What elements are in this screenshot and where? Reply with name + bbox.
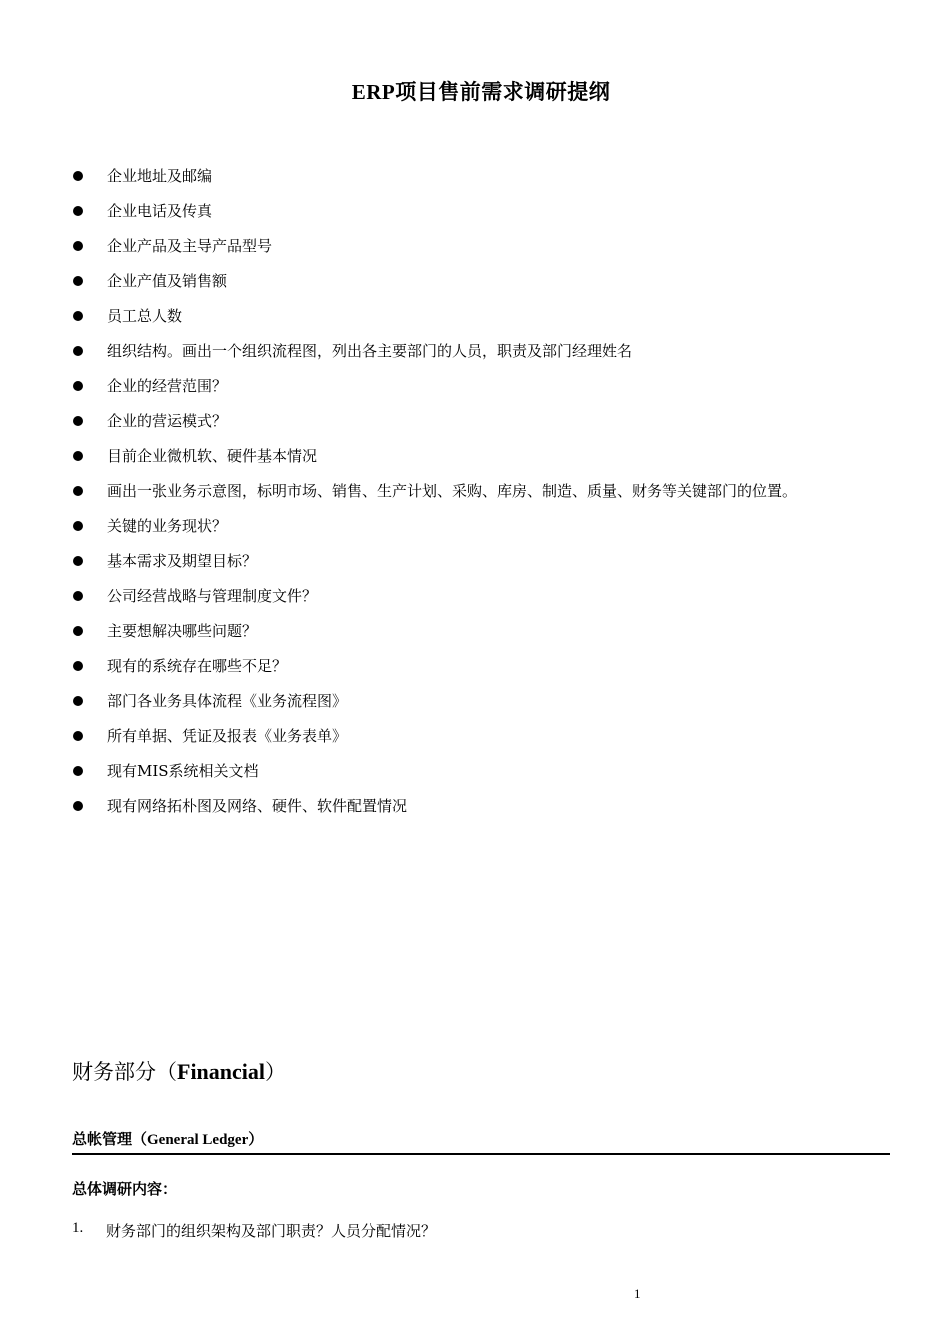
bullet-icon: [73, 591, 83, 601]
bullet-icon: [73, 276, 83, 286]
numbered-item-number: 1.: [72, 1220, 84, 1236]
subsection-heading-cn: 总帐管理（: [72, 1130, 148, 1148]
list-item: [72, 683, 797, 718]
subsection-heading-close: ）: [248, 1130, 264, 1148]
list-item: [72, 753, 797, 788]
bullet-icon: [73, 801, 83, 811]
list-item-text: 公司经营战略与管理制度文件？: [107, 587, 318, 605]
survey-bullet-list: [72, 158, 797, 823]
section-heading-financial: [72, 1056, 286, 1086]
bullet-icon: [73, 626, 83, 636]
section-heading-close: ）: [265, 1060, 287, 1084]
list-item: [72, 158, 797, 193]
list-item-text: 组织结构。画出一个组织流程图，列出各主要部门的人员，职责及部门经理姓名: [107, 342, 633, 360]
list-item: [72, 228, 797, 263]
list-item-text: 企业产值及销售额: [107, 272, 228, 290]
bullet-icon: [73, 241, 83, 251]
list-item-text: 主要想解决哪些问题？: [107, 622, 258, 640]
overall-survey-label: 总体调研内容：: [72, 1180, 178, 1198]
bullet-icon: [73, 346, 83, 356]
list-item-text: 现有MIS系统相关文档: [107, 762, 259, 780]
list-item-text: 现有的系统存在哪些不足？: [107, 657, 288, 675]
list-item: [72, 613, 797, 648]
list-item-text: 画出一张业务示意图，标明市场、销售、生产计划、采购、库房、制造、质量、财务等关键部门的位置。: [107, 482, 798, 500]
list-item-text: 企业地址及邮编: [107, 167, 213, 185]
list-item-text: 员工总人数: [107, 307, 183, 325]
list-item-text: 部门各业务具体流程《业务流程图》: [107, 692, 348, 710]
list-item: [72, 333, 797, 368]
bullet-icon: [73, 731, 83, 741]
list-item-text: 基本需求及期望目标？: [107, 552, 258, 570]
list-item: [72, 263, 797, 298]
bullet-icon: [73, 696, 83, 706]
list-item-text: 企业产品及主导产品型号: [107, 237, 273, 255]
bullet-icon: [73, 381, 83, 391]
bullet-icon: [73, 556, 83, 566]
list-item-text: 关键的业务现状？: [107, 517, 228, 535]
list-item: [72, 473, 797, 508]
bullet-icon: [73, 521, 83, 531]
list-item: [72, 403, 797, 438]
list-item-text: 企业的经营范围？: [107, 377, 228, 395]
section-heading-en: Financial: [177, 1059, 266, 1084]
list-item: [72, 298, 797, 333]
page-number: 1: [634, 1286, 641, 1301]
bullet-icon: [73, 661, 83, 671]
bullet-icon: [73, 206, 83, 216]
bullet-icon: [73, 451, 83, 461]
list-item-text: 企业的营运模式？: [107, 412, 228, 430]
bullet-icon: [73, 766, 83, 776]
list-item: [72, 648, 797, 683]
list-item: [72, 543, 797, 578]
list-item: [72, 718, 797, 753]
bullet-icon: [73, 486, 83, 496]
bullet-icon: [73, 311, 83, 321]
list-item-text: 目前企业微机软、硬件基本情况: [107, 447, 318, 465]
numbered-item: [72, 1220, 436, 1241]
bullet-icon: [73, 416, 83, 426]
numbered-item-text: 财务部门的组织架构及部门职责？人员分配情况？: [106, 1222, 437, 1240]
subsection-heading-en: General Ledger: [147, 1132, 249, 1148]
list-item: [72, 438, 797, 473]
list-item: [72, 788, 797, 823]
list-item-text: 所有单据、凭证及报表《业务表单》: [107, 727, 348, 745]
bullet-icon: [73, 171, 83, 181]
list-item: [72, 368, 797, 403]
subsection-heading-general-ledger: [72, 1128, 890, 1155]
list-item: [72, 193, 797, 228]
list-item-text: 企业电话及传真: [107, 202, 213, 220]
list-item: [72, 578, 797, 613]
document-title: ERP项目售前需求调研提纲: [351, 80, 611, 104]
list-item: [72, 508, 797, 543]
list-item-text: 现有网络拓朴图及网络、硬件、软件配置情况: [107, 797, 408, 815]
section-heading-cn: 财务部分（: [72, 1060, 177, 1084]
